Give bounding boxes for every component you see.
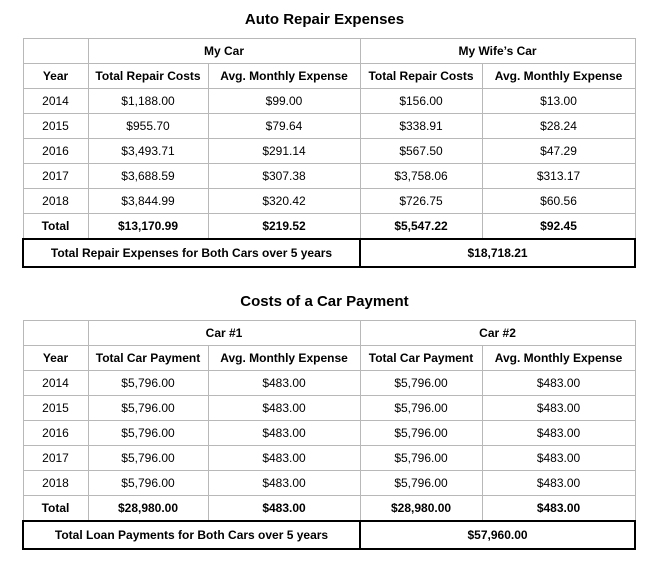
table-cell: $307.38 — [208, 164, 360, 189]
table-cell: $60.56 — [482, 189, 635, 214]
table-cell: $3,844.99 — [88, 189, 208, 214]
grand-total-value: $18,718.21 — [360, 239, 635, 267]
column-header: Avg. Monthly Expense — [482, 64, 635, 89]
table-cell: $5,796.00 — [88, 396, 208, 421]
total-cell: $219.52 — [208, 214, 360, 240]
year-cell: 2017 — [23, 164, 88, 189]
table-cell: $320.42 — [208, 189, 360, 214]
table-row — [23, 89, 635, 114]
total-cell: $28,980.00 — [88, 496, 208, 522]
column-header: Total Car Payment — [360, 346, 482, 371]
year-cell: 2015 — [23, 114, 88, 139]
table-cell: $483.00 — [482, 421, 635, 446]
total-cell: $483.00 — [208, 496, 360, 522]
column-header: Avg. Monthly Expense — [208, 64, 360, 89]
column-header: Year — [23, 346, 88, 371]
table-cell: $3,493.71 — [88, 139, 208, 164]
table-cell: $483.00 — [482, 371, 635, 396]
table-cell: $1,188.00 — [88, 89, 208, 114]
group-header-my-car: My Car — [88, 39, 360, 64]
table-cell: $13.00 — [482, 89, 635, 114]
table-cell: $28.24 — [482, 114, 635, 139]
table-row — [23, 189, 635, 214]
table-cell: $483.00 — [208, 471, 360, 496]
year-cell: 2014 — [23, 371, 88, 396]
table-cell: $483.00 — [208, 446, 360, 471]
year-cell: 2015 — [23, 396, 88, 421]
column-header: Total Repair Costs — [360, 64, 482, 89]
table-cell: $5,796.00 — [360, 421, 482, 446]
year-cell: 2016 — [23, 421, 88, 446]
table-cell: $291.14 — [208, 139, 360, 164]
total-cell: $92.45 — [482, 214, 635, 240]
year-cell: 2018 — [23, 471, 88, 496]
table-row — [23, 114, 635, 139]
table-cell: $79.64 — [208, 114, 360, 139]
table-row — [23, 164, 635, 189]
total-label: Total — [23, 496, 88, 522]
table-row — [23, 396, 635, 421]
total-label: Total — [23, 214, 88, 240]
empty-corner-cell — [23, 39, 88, 64]
column-header-row — [23, 346, 635, 371]
table-cell: $483.00 — [482, 446, 635, 471]
table-cell: $338.91 — [360, 114, 482, 139]
table-cell: $156.00 — [360, 89, 482, 114]
table-cell: $5,796.00 — [88, 421, 208, 446]
table-cell: $955.70 — [88, 114, 208, 139]
table-row — [23, 471, 635, 496]
table-cell: $567.50 — [360, 139, 482, 164]
table-cell: $483.00 — [482, 471, 635, 496]
group-header-car-2: Car #2 — [360, 321, 635, 346]
empty-corner-cell — [23, 321, 88, 346]
group-header-wifes-car: My Wife’s Car — [360, 39, 635, 64]
total-cell: $483.00 — [482, 496, 635, 522]
column-header: Avg. Monthly Expense — [208, 346, 360, 371]
column-header: Year — [23, 64, 88, 89]
table-cell: $5,796.00 — [360, 371, 482, 396]
table-cell: $3,758.06 — [360, 164, 482, 189]
table-cell: $483.00 — [208, 396, 360, 421]
grand-total-row — [23, 521, 635, 549]
column-header: Total Car Payment — [88, 346, 208, 371]
table-row — [23, 371, 635, 396]
payment-table-title: Costs of a Car Payment — [240, 293, 409, 310]
total-cell: $5,547.22 — [360, 214, 482, 240]
repair-expenses-table — [22, 38, 636, 268]
group-header-row — [23, 39, 635, 64]
table-row — [23, 421, 635, 446]
year-cell: 2017 — [23, 446, 88, 471]
total-row — [23, 496, 635, 522]
table-cell: $483.00 — [208, 421, 360, 446]
table-cell: $726.75 — [360, 189, 482, 214]
table-row — [23, 139, 635, 164]
table-cell: $483.00 — [482, 396, 635, 421]
table-cell: $5,796.00 — [360, 471, 482, 496]
car-payment-table — [22, 320, 636, 550]
table-cell: $5,796.00 — [88, 371, 208, 396]
column-header: Avg. Monthly Expense — [482, 346, 635, 371]
table-cell: $5,796.00 — [360, 446, 482, 471]
total-cell: $13,170.99 — [88, 214, 208, 240]
table-cell: $5,796.00 — [360, 396, 482, 421]
table-cell: $99.00 — [208, 89, 360, 114]
group-header-row — [23, 321, 635, 346]
column-header-row — [23, 64, 635, 89]
table-cell: $3,688.59 — [88, 164, 208, 189]
year-cell: 2014 — [23, 89, 88, 114]
repair-table-title: Auto Repair Expenses — [244, 11, 405, 28]
total-row — [23, 214, 635, 240]
total-cell: $28,980.00 — [360, 496, 482, 522]
table-cell: $5,796.00 — [88, 446, 208, 471]
table-cell: $313.17 — [482, 164, 635, 189]
year-cell: 2016 — [23, 139, 88, 164]
column-header: Total Repair Costs — [88, 64, 208, 89]
year-cell: 2018 — [23, 189, 88, 214]
table-row — [23, 446, 635, 471]
table-cell: $5,796.00 — [88, 471, 208, 496]
grand-total-row — [23, 239, 635, 267]
grand-total-label: Total Repair Expenses for Both Cars over 5 years — [23, 239, 360, 267]
grand-total-value: $57,960.00 — [360, 521, 635, 549]
grand-total-label: Total Loan Payments for Both Cars over 5 years — [23, 521, 360, 549]
group-header-car-1: Car #1 — [88, 321, 360, 346]
table-cell: $483.00 — [208, 371, 360, 396]
table-cell: $47.29 — [482, 139, 635, 164]
